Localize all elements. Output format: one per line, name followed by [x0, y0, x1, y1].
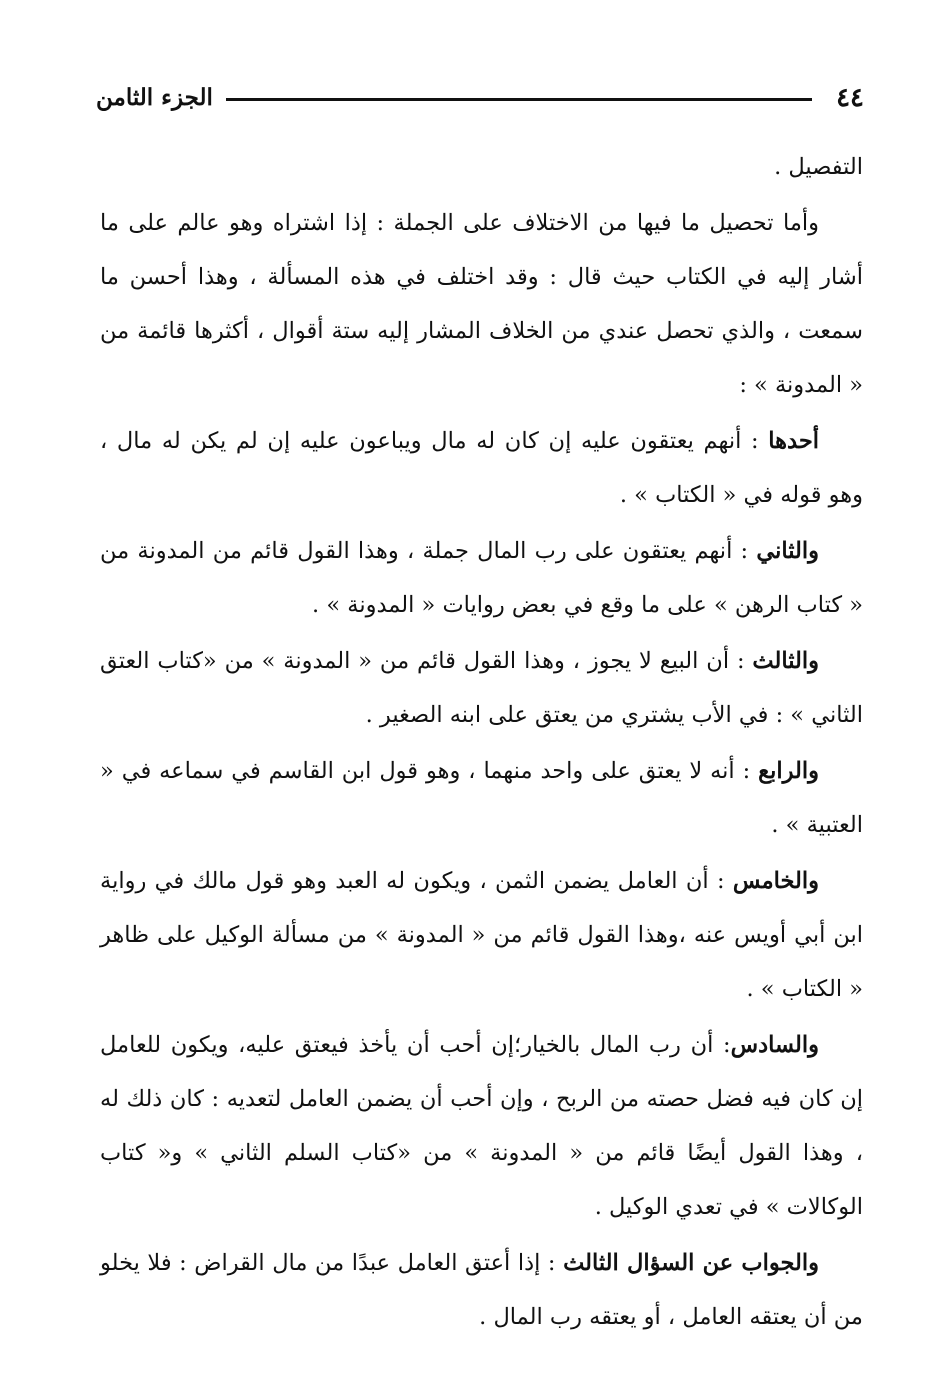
- page-number: ٤٤: [836, 83, 864, 113]
- header-rule: [226, 98, 812, 101]
- paragraph-lead: والثالث: [752, 648, 819, 674]
- paragraph-text: : أن البيع لا يجوز ، وهذا القول قائم من « المدونة » من «كتاب العتق الثاني » : في الأب يشتري من يعتق على ابنه الصغير .: [100, 648, 863, 728]
- paragraph: [100, 140, 863, 194]
- paragraph: [100, 196, 863, 412]
- paragraph-lead: والخامس: [732, 868, 819, 894]
- paragraph-text: التفصيل .: [774, 154, 863, 180]
- paragraph-text: : أنه لا يعتق على واحد منهما ، وهو قول ابن القاسم في سماعه في « العتبية » .: [100, 758, 863, 838]
- paragraph: [100, 414, 863, 522]
- running-title: الجزء الثامن: [96, 84, 213, 111]
- page-body: [100, 140, 863, 1346]
- paragraph-text: : أن رب المال بالخيار؛إن أحب أن يأخذ فيعتق عليه، ويكون للعامل إن كان فيه فضل حصته من الربح ، وإن أحب أن يضمن العامل لتعديه : كان ذلك له ، وهذا القول أيضًا قائم من « المدونة » من «كتاب السلم الثاني » و« كتاب الوكالات » في تعدي الوكيل .: [100, 1032, 863, 1220]
- paragraph-text: : أنهم يعتقون عليه إن كان له مال ويباعون عليه إن لم يكن له مال ، وهو قوله في « الكتاب » .: [100, 428, 863, 508]
- page-header: [96, 74, 864, 124]
- paragraph: [100, 744, 863, 852]
- paragraph-lead: أحدها: [768, 428, 819, 454]
- paragraph-lead: والجواب عن السؤال الثالث: [563, 1250, 819, 1276]
- paragraph-text: وأما تحصيل ما فيها من الاختلاف على الجملة : إذا اشتراه وهو عالم على ما أشار إليه في الكتاب حيث قال : وقد اختلف في هذه المسألة ، وهذا أحسن ما سمعت ، والذي تحصل عندي من الخلاف المشار إليه ستة أقوال ، أكثرها قائمة من « المدونة » :: [100, 210, 863, 398]
- paragraph-lead: والسادس: [730, 1032, 819, 1058]
- paragraph-lead: والثاني: [756, 538, 819, 564]
- paragraph-text: : إذا أعتق العامل عبدًا من مال القراض : فلا يخلو من أن يعتقه العامل ، أو يعتقه رب المال .: [100, 1250, 863, 1330]
- paragraph: [100, 634, 863, 742]
- paragraph: [100, 1018, 863, 1234]
- paragraph: [100, 1236, 863, 1344]
- paragraph: [100, 854, 863, 1016]
- paragraph-text: : أن العامل يضمن الثمن ، ويكون له العبد وهو قول مالك في رواية ابن أبي أويس عنه ،وهذا القول قائم من « المدونة » من مسألة الوكيل على ظاهر « الكتاب » .: [100, 868, 863, 1002]
- paragraph-text: : أنهم يعتقون على رب المال جملة ، وهذا القول قائم من المدونة من « كتاب الرهن » على ما وقع في بعض روايات « المدونة » .: [100, 538, 863, 618]
- paragraph-lead: والرابع: [758, 758, 819, 784]
- paragraph: [100, 524, 863, 632]
